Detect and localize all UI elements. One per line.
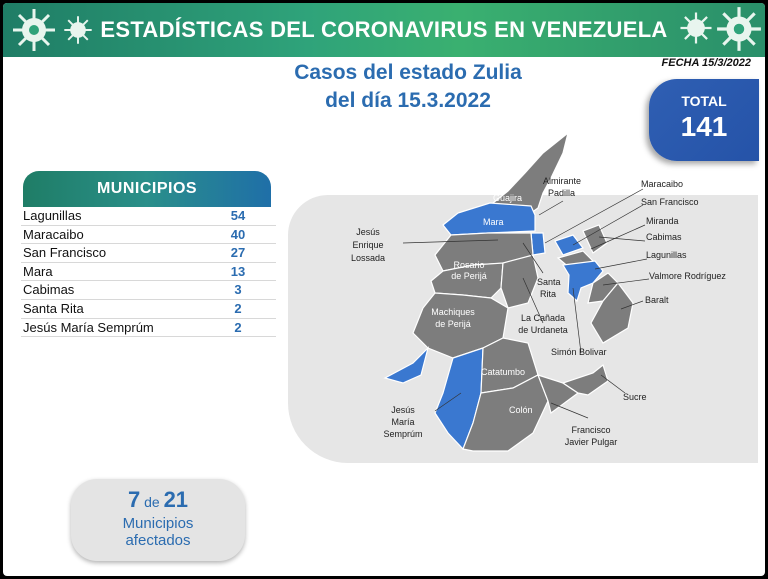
map-label-canada: de Urdaneta	[518, 325, 568, 335]
map-label-jesus-enrique: Enrique	[352, 240, 384, 250]
map-label-francisco: Javier Pulgar	[564, 437, 618, 447]
row-value: 3	[234, 282, 242, 298]
infographic-frame	[3, 3, 765, 576]
row-value: 2	[234, 319, 242, 335]
municipios-header: MUNICIPIOS	[23, 171, 271, 207]
region-cabimas	[583, 225, 607, 253]
row-value: 2	[234, 300, 242, 316]
map-label-machiques: Machiques	[431, 307, 475, 317]
map-label-santa-rita: Santa	[537, 277, 561, 287]
map-label-valmore: Valmore Rodríguez	[649, 271, 726, 281]
map-label-simon: Simón Bolivar	[551, 347, 607, 357]
map-label-canada: La Cañada	[520, 313, 566, 323]
row-value: 40	[230, 226, 246, 242]
row-value: 54	[230, 208, 246, 223]
row-name: Santa Rita	[23, 300, 84, 316]
map-label-almirante: Almirante	[543, 176, 582, 186]
affected-total-value: 21	[163, 487, 189, 512]
map-label-rosario: Rosario	[453, 260, 485, 270]
row-value: 13	[230, 263, 246, 279]
affected-label-2: afectados	[125, 532, 191, 549]
map-label-santa-rita: Rita	[540, 289, 557, 299]
row-name: Mara	[23, 263, 53, 279]
region-jesus-maria-west	[385, 348, 428, 383]
heading-line-1: Casos del estado Zulia	[294, 61, 522, 84]
map-label-almirante: Padilla	[548, 188, 576, 198]
map-label-maracaibo: Maracaibo	[641, 179, 684, 189]
total-value: 141	[680, 111, 728, 142]
map-label-guajira: Guajira	[493, 193, 523, 203]
affected-label-1: Municipios	[122, 515, 194, 532]
map-label-jesus-maria: Semprúm	[383, 429, 423, 439]
map-label-rosario: de Perijá	[451, 271, 487, 281]
map-label-jesus-maria: María	[391, 417, 415, 427]
map-label-sucre: Sucre	[623, 392, 647, 402]
map-label-cabimas: Cabimas	[646, 232, 682, 242]
total-label: TOTAL	[681, 93, 727, 109]
map-label-machiques: de Perijá	[435, 319, 471, 329]
row-value: 27	[230, 245, 246, 261]
map-label-francisco: Francisco	[571, 425, 611, 435]
affected-count-value: 7	[127, 487, 141, 512]
affected-connector: de	[144, 494, 160, 510]
map-label-jesus-maria: Jesús	[391, 405, 415, 415]
map-label-colon: Colón	[509, 405, 533, 415]
map-label-baralt: Baralt	[645, 295, 669, 305]
map-label-jesus-enrique: Jesús	[356, 227, 380, 237]
date-label: FECHA 15/3/2022	[661, 57, 751, 69]
banner-title: ESTADÍSTICAS DEL CORONAVIRUS EN VENEZUELA	[100, 17, 668, 42]
map-label-mara: Mara	[483, 217, 504, 227]
row-name: Maracaibo	[23, 226, 84, 242]
row-name: Lagunillas	[23, 208, 82, 223]
map-label-san-francisco: San Francisco	[641, 197, 699, 207]
row-name: San Francisco	[23, 245, 107, 261]
row-name: Cabimas	[23, 282, 75, 298]
map-label-jesus-enrique: Lossada	[350, 253, 386, 263]
affected-count	[71, 487, 245, 513]
heading-line-2: del día 15.3.2022	[325, 89, 491, 112]
map-label-lagunillas: Lagunillas	[646, 250, 687, 260]
row-name: Jesús María Semprúm	[23, 319, 154, 335]
map-label-catatumbo: Catatumbo	[481, 367, 526, 377]
affected-summary	[71, 479, 245, 561]
map-label-miranda: Miranda	[646, 216, 679, 226]
